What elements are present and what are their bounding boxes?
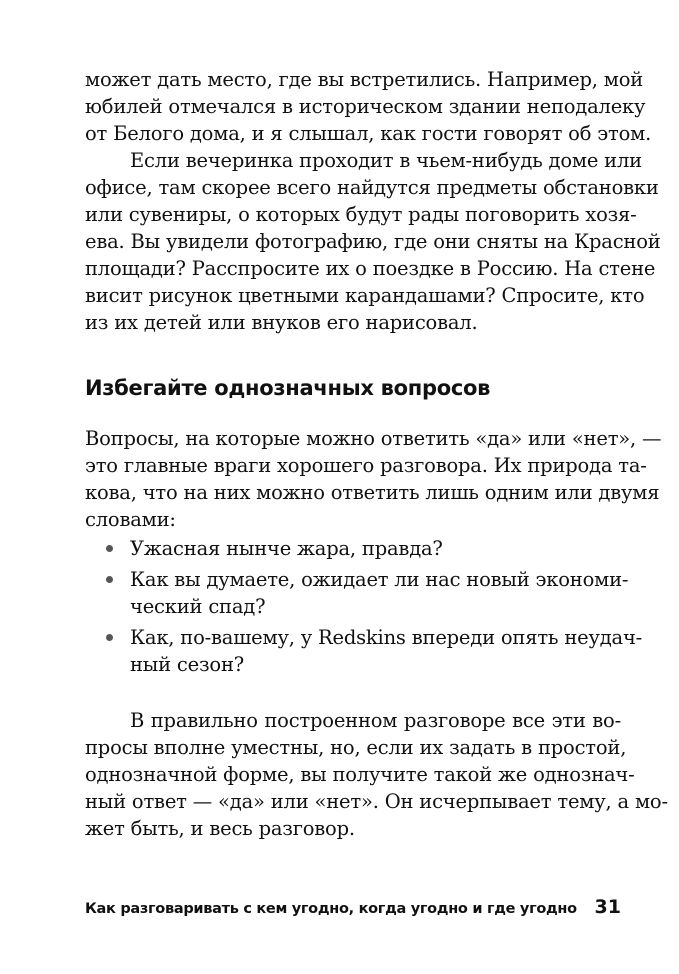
paragraph-line: может дать место, где вы встретились. Например, мой xyxy=(85,68,644,91)
paragraph-line: жет быть, и весь разговор. xyxy=(85,817,355,840)
running-footer-title: Как разговаривать с кем угодно, когда угодно и где угодно xyxy=(85,901,577,917)
paragraph-line: словами: xyxy=(85,508,176,531)
page-number: 31 xyxy=(594,896,621,918)
paragraph-line: из их детей или внуков его нарисовал. xyxy=(85,311,478,334)
bullet-icon xyxy=(106,576,113,583)
paragraph-line: просы вполне уместны, но, если их задать в простой, xyxy=(85,736,627,759)
questions-paragraph xyxy=(85,425,662,533)
list-item xyxy=(85,535,621,562)
list-item xyxy=(85,624,643,678)
closing-paragraph xyxy=(85,707,668,842)
paragraph-line: однозначной форме, вы получите такой же однознач- xyxy=(85,763,635,786)
list-item-line: Как, по-вашему, у Redskins впереди опять неудач- xyxy=(130,626,643,649)
paragraph-line: висит рисунок цветными карандашами? Спросите, кто xyxy=(85,284,645,307)
paragraph-line: кова, что на них можно ответить лишь одним или двумя xyxy=(85,481,660,504)
paragraph-line: В правильно построенном разговоре все эти во- xyxy=(130,709,621,732)
list-item-line: Ужасная нынче жара, правда? xyxy=(130,537,443,560)
paragraph-line: Вопросы, на которые можно ответить «да» или «нет», — xyxy=(85,427,662,450)
paragraph-line: ный ответ — «да» или «нет». Он исчерпывает тему, а мо- xyxy=(85,790,668,813)
paragraph-line: это главные враги хорошего разговора. Их природа та- xyxy=(85,454,647,477)
section-heading: Избегайте однозначных вопросов xyxy=(85,376,491,400)
bullet-icon xyxy=(106,545,113,552)
paragraph-line: офисе, там скорее всего найдутся предметы обстановки xyxy=(85,176,659,199)
paragraph-line: площади? Расспросите их о поездке в Россию. На стене xyxy=(85,257,656,280)
list-item xyxy=(85,566,629,620)
paragraph-line: или сувениры, о которых будут рады поговорить хозя- xyxy=(85,203,637,226)
paragraph-line: юбилей отмечался в историческом здании неподалеку xyxy=(85,95,646,118)
paragraph-line: ева. Вы увидели фотографию, где они сняты на Красной xyxy=(85,230,661,253)
paragraph-line: Если вечеринка проходит в чьем-нибудь доме или xyxy=(130,149,642,172)
paragraph-line: от Белого дома, и я слышал, как гости говорят об этом. xyxy=(85,122,652,145)
list-item-line: ческий спад? xyxy=(130,595,266,618)
intro-paragraph xyxy=(85,66,652,147)
bullet-icon xyxy=(106,634,113,641)
question-examples-list xyxy=(85,535,643,682)
list-item-line: ный сезон? xyxy=(130,653,245,676)
party-paragraph xyxy=(85,147,661,336)
list-item-line: Как вы думаете, ожидает ли нас новый экономи- xyxy=(130,568,629,591)
